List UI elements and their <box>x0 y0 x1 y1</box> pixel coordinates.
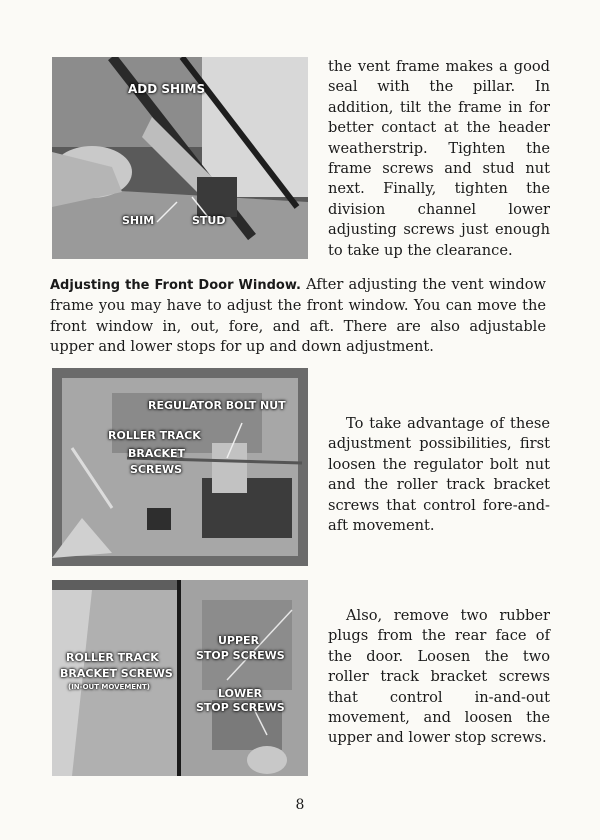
photo-regulator <box>52 368 308 566</box>
label-lower-stop-screws: STOP SCREWS <box>196 701 285 714</box>
label-stud: STUD <box>192 214 226 227</box>
paragraph-rubber-plugs: Also, remove two rubber plugs from the rear face of the door. Loosen the two roller track bracket screws that control in-and-out movement, and loosen the upper and lower stop screws. <box>328 607 550 747</box>
label-regulator-bolt-nut: REGULATOR BOLT NUT <box>148 399 286 412</box>
label-screws: SCREWS <box>130 463 183 476</box>
label-add-shims: ADD SHIMS <box>128 82 206 96</box>
section-front-door-window <box>50 275 546 358</box>
section-body: After adjusting the vent window frame you may have to adjust the front window. You can move the front window in, out, fore, and aft. There are also adjustable upper and lower stops for up and down adjustment. <box>50 276 546 356</box>
section-heading: Adjusting the Front Door Window. <box>50 278 301 293</box>
page-number: 8 <box>295 797 305 813</box>
label-bracket: BRACKET <box>128 447 185 460</box>
paragraph-vent-frame: the vent frame makes a good seal with the pillar. In addition, tilt the frame in for better contact at the header weatherstrip. Tighten the frame screws and stud nut next. Finally, tighten the division channel lower adjusting screws just enough to take up the clearance. <box>328 58 550 259</box>
label-roller-track: ROLLER TRACK <box>66 651 159 664</box>
label-bracket-screws: BRACKET SCREWS <box>60 667 173 680</box>
label-shim: SHIM <box>122 214 155 227</box>
label-upper-stop-screws: STOP SCREWS <box>196 649 285 662</box>
photo-stop-screws <box>52 580 308 776</box>
photo-add-shims <box>52 57 308 259</box>
paragraph-adjustment-possibilities: To take advantage of these adjustment possibilities, first loosen the regulator bolt nut and the roller track bracket screws that control fore-and-aft movement. <box>328 415 550 535</box>
label-in-out-movement: (IN-OUT MOVEMENT) <box>68 683 150 691</box>
label-roller-track: ROLLER TRACK <box>108 429 201 442</box>
label-lower: LOWER <box>218 687 263 700</box>
label-upper: UPPER <box>218 634 260 647</box>
